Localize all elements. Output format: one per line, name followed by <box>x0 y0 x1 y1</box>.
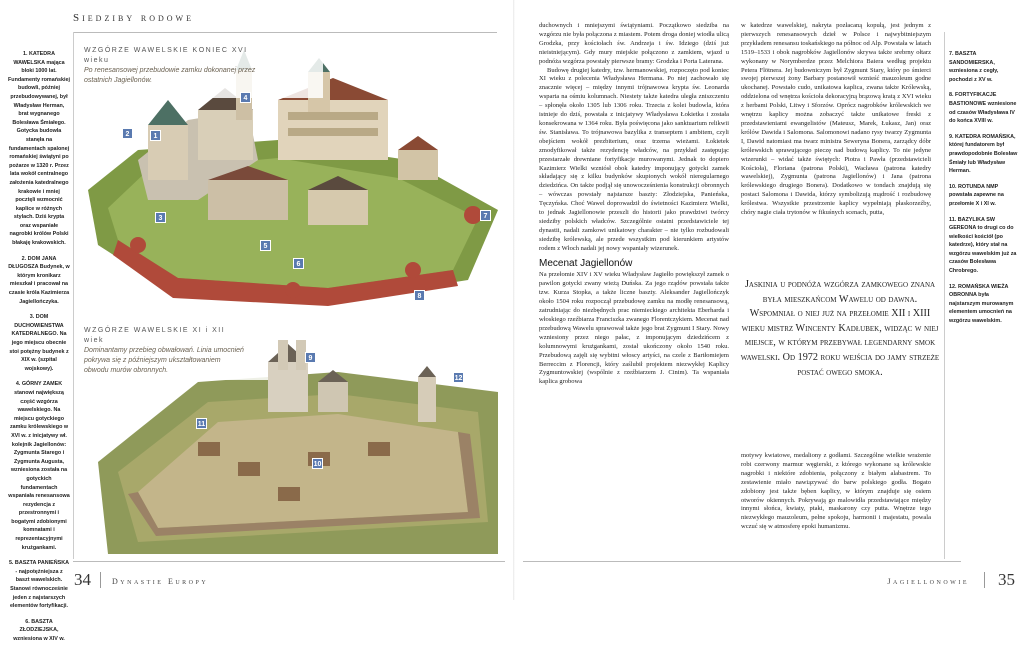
running-title: Siedziby rodowe <box>73 12 194 24</box>
pull-quote: Jaskinia u podnóża wzgórza zamkowego znana była mieszkańcom Wawelu od dawna. Wspomniał o niej już na przełomie XII i XIII wieku mistrz Wincenty Kadłubek, widząc w niej miejsce, w którym przebywał legendarny smok wawelski. Od 1972 roku wejścia do jamy strzeże postać owego smoka. <box>740 279 940 378</box>
map-marker-12[interactable]: 12 <box>453 372 464 383</box>
footer-separator <box>984 572 985 588</box>
map-marker-6[interactable]: 6 <box>293 258 304 269</box>
left-page <box>0 0 515 642</box>
paragraph: Na przełomie XIV i XV wieku Władysław Jagiełło powiększył zamek o pawilon gotycki zwany wieżą Duńska. Za jego rządów powstała także tzw. Kurza Stopka, a także liczne baszty. Aleksander Jagiellończyk około 1504 roku rozpoczął przebudowę zamku na modłę renesansową, zatrudniając do niezbędnych prac niemieckiego architekta Eberharda i włoskiego rzeźbiarza Franciszka zwanego Florentczykiem. Mecenat nad przebudową Wawelu sprawował także jego brat Zygmunt I Stary. Nowy wzniesiony przez niego pałac, z imponującym dziedzińcem z kolumnowymi krużgankami, został ukończony około 1540 roku. Przebudową zajęli się wybitni włoscy artyści, na czele z Bartłomiejem Berreccim z Florencji, który zaślubił projektem niezwykłej Kaplicy Zygmuntowskiej (wspólnie z rzeźbiarzem J. Cinim). Ta wspaniała kaplica grobowa <box>539 271 729 386</box>
map-marker-3[interactable]: 3 <box>155 212 166 223</box>
map-marker-1[interactable]: 1 <box>150 130 161 141</box>
sidebar-note: 10. ROTUNDA NMP powstała zapewne na przełomie X i XI w. <box>949 183 1004 207</box>
caption-top-title: WZGÓRZE WAWELSKIE KONIEC XVI wieku <box>84 47 248 64</box>
sidebar-note: 6. BASZTA ZŁODZIEJSKA, wzniesiona w XIV w. <box>13 618 65 642</box>
paragraph: duchownych i mniejszymi świątyniami. Początkowo siedziba na wzgórzu nie była połączona z miastem. Potem droga doniej wiodła ulicą Grodzka, przy kościołach św. Andrzeja i św. Idziego (dziś już nieistniejącym). Gdy mury miejskie połączono z zamkiem, wjazd u podnóża wzgórza powstały pierwsze bramy: Grodzka i Porta Laterana. <box>539 22 729 65</box>
sidebar-note: 11. BAZYLIKA SW GEREONA to drugi co do wielkości kościół (po katedrze), który stał na wzgórzu wawelskim już za czasów Bolesława Chrobrego. <box>949 216 1017 275</box>
sidebar-note: 9. KATEDRA ROMAŃSKA, której fundatorem był prawdopodobnie Bolesław Śmiały lub Władysław Herman. <box>949 133 1018 175</box>
sidebar-note: 3. DOM DUCHOWIENSTWA KATEDRALNEGO. Na jego miejscu obecnie stoi potężny budynek z XIX w. (szpital wojskowy). <box>9 314 69 372</box>
map-marker-7[interactable]: 7 <box>480 210 491 221</box>
paragraph: Budowę drugiej katedry, tzw. hermanowskiej, rozpoczęto pod koniec XI wieku z polecenia Władysława Hermana. Po niej zachowało się znacznie więcej – między innymi trójnawowa krypta św. Leonarda wsparta na ośmiu kolumnach. Niestety także katedra uległa zniszczeniu – spłonęła około 1305 lub 1306 roku. Trzecia z kolei budowla, która istnieje do dziś, powstała z inicjatywy Władysława Łokietka i została konsekrowana w 1364 roku. Była poświęcona jako sanktuarium relikwii św. Stanisława. To trójnawowa bazylika z transeptem i ambitem, czyli obejściem wokół prezbiterium, oraz trzema wieżami. Łokietek zmodyfikował także rezydencję władców, na przykład zastępując przestarzałe drewniane fortyfikacje murowanymi. Jednak to dopiero Kazimierz Wielki wzniósł obok katedry imponujący gotycki zamek składający się z kilku budynków skupionych wokół nieregularnego dziedzińca. On także podjął się unowocześnienia konstrukcji obronnych – wówczas powstały najstarsze baszty: Złodziejska, Panieńska, Tęczyńska. Choć Wawel doprowadził do świetności Kazimierz Wielki, to jednak Jagiellonowie przeszli do historii jako prawdziwi twórcy siedziby polskich władców. Szczególnie ostatni przedstawiciele tej dynastii, nadali zamkowi unikatowy charakter – nie tylko rozbudowali siedzibę królewską, ale przede wszystkim pod kierunkiem artystów rodem z Włoch nadali jej nowy wspaniały wizerunek. <box>539 66 729 252</box>
right-page <box>515 0 1029 600</box>
footer-dynasty-title: Jagiellonowie <box>887 577 969 586</box>
map-marker-4[interactable]: 4 <box>240 92 251 103</box>
paragraph: motywy kwiatowe, medaliony z godłami. Szczególne wielkie wrażenie robi czerwony marmur węgierski, z którego wykonane są królewskie nagrobki i niektóre zdobienia, połączony z białym alabastrem. To zestawienie miało nawiązywać do barw polskiego godła. Bogato zdobiony jest także bęben kaplicy, w którym znajduje się osiem otworów okiennych. Pokrywają go malowidła przedstawiające między innymi słońca, kwiaty, ptaki, maskarony czy putta. Wnętrze tego niezwykłego mauzoleum, pełne spokoju, harmonii i majestatu, powala wczuć się w atmosferę epoki humanizmu. <box>741 452 931 531</box>
page-number-left: 34 <box>74 570 91 589</box>
caption-top-body: Po renesansowej przebudowie zamku dokonanej przez ostatnich Jagiellonów. <box>84 67 256 84</box>
sidebar-note: 1. KATEDRA WAWELSKA mająca bloki 1000 lat. Fundamenty romańskiej budowli, później przebudowywanej, był Władysław Herman, brat wygnanego Bolesława Śmiałego. Gotycka budowla stanęła na fundamentach spalonej romańskiej świątyni po pożarze w 1320 r. Przez lata wokół centralnego założenia katedralnego krakowie i mniej pocztęli wzmocnić kaplice w różnych stylach. Dziś krypta oraz wspaniałe nagrobki królów Polski błakaję krakowskich. <box>8 51 71 247</box>
sidebar-note: 12. ROMAŃSKA WIEŻA OBRONNA była najstarszym murowanym elementem umocnień na wzgórzu wawelskim. <box>949 283 1014 325</box>
text-column-2-continued <box>741 452 931 560</box>
header-rule <box>73 32 497 33</box>
map-marker-2[interactable]: 2 <box>122 128 133 139</box>
sidebar-divider <box>73 32 74 559</box>
sidebar-note: 7. BASZTA SANDOMIERSKA, wzniesiona z cegły, pochodzi z XV w. <box>949 51 999 83</box>
text-column-1 <box>539 22 729 578</box>
footer-rule <box>523 561 961 562</box>
map-marker-8[interactable]: 8 <box>414 290 425 301</box>
sidebar-note: 4. GÓRNY ZAMEK stanowi największą część wzgórza wawelskiego. Na miejscu gotyckiego zamku królewskiego w XVI w. z inicjatywy wł. kolejnik Jagiellonów: Zygmunta Starego i Zygmunta Augusta, wzniesiona została na gotyckich fundamentach wspaniała renesansowa rezydencja z przestronnymi i bogatymi zdobionymi komnatami i reprezentacyjnymi krużgankami. <box>8 381 70 551</box>
footer-series-title: Dynastie Europy <box>112 577 209 586</box>
sidebar-note: 5. BASZTA PANIEŃSKA - najpotężniejsza z baszt wawelskich. Stanowi równocześnie jeden z najstarszych elementów fortyfikacji. <box>8 560 70 610</box>
caption-bottom <box>84 326 244 376</box>
text-column-2 <box>741 22 931 282</box>
left-sidebar-notes <box>8 50 70 651</box>
sidebar-divider-right <box>944 32 945 559</box>
right-sidebar-notes <box>949 50 1021 333</box>
caption-bottom-title: WZGÓRZE WAWELSKIE XI i XII wiek <box>84 327 226 344</box>
sidebar-note: 8. FORTYFIKACJE BASTIONOWE wzniesione od czasów Władysława IV do końca XVIII w. <box>949 92 1017 125</box>
footer-rule <box>73 561 505 562</box>
map-marker-10[interactable]: 10 <box>312 458 323 469</box>
map-marker-11[interactable]: 11 <box>196 418 207 429</box>
footer-separator <box>100 572 101 588</box>
map-marker-5[interactable]: 5 <box>260 240 271 251</box>
page-number-right: 35 <box>998 570 1015 589</box>
map-marker-9[interactable]: 9 <box>305 352 316 363</box>
section-heading: Mecenat Jagiellonów <box>539 257 633 269</box>
caption-top <box>84 46 264 86</box>
paragraph: w katedrze wawelskiej, nakryta pozłacaną kopułą, jest jednym z pierwszych renesansowych dzieł w Polsce i najwybitniejszym przykładem renesansu toskańskiego na północ od Alp. Powstała w latach 1519–1533 i obok nagrobków Jagiellonów skrywa także srebrny ołtarz wykonany w Norymberdze przez Melchiora Baiera według projektu Petera Flötnera. Jej budowniczym był Zygmunt Stary, który po śmierci swojej pierwszej żony Barbary postanowił wznieść mauzoleum godne ukochanej. Powstało cudo, unikatowa kaplica, zwana także Królewską, oddzielona od wnętrza kościoła dekoracyjną brązową kratą z XVI wieku z herbami Polski, Litwy i Sforzów. Oprócz nagrobków królewskich we wnętrzu kaplicy można zobaczyć także unikatowe freski z przedstawieniami ewangelistów (Mateusz, Marek, Łukasz, Jan) oraz królów Dawida i Salomona. Salomonowi nadano rysy twarzy Zygmunta I, Dawid natomiast ma twarz ministra Seweryna Bonera, zarządcy dóbr królewskich sprawującego pieczę nad budową kaplicy. To nie jedyne wizerunki – widać także świętych: Piotra i Pawła (przedstawicieli Kościoła), Floriana (patrona Polski), Wacława (patrona katedry wawelskiej), Zygmunta (patrona Jagiellonów) i Jana (patrona królewskiego drugiego Bonera). Dodatkowo w tondach znajdują się postaci Salomona i Dawida, którzy symbolizują mądrość i rozbudowę królestwa. Wszystkie przestrzenie kaplicy wypełniają płaskorzeźby, chóry nagie ciała trytonów w fikuśnych scenach, putta, <box>741 22 931 217</box>
caption-bottom-body: Dominantamy przebieg obwałowań. Linia umocnień pokrywa się z późniejszym ukształtowaniem obwodu murów obronnych. <box>84 347 244 374</box>
sidebar-note: 2. DOM JANA DŁUGOSZA Budynek, w którym kronikarz mieszkał i pracował na czasie króla Kazimierza Jagiellończyka. <box>8 255 70 305</box>
